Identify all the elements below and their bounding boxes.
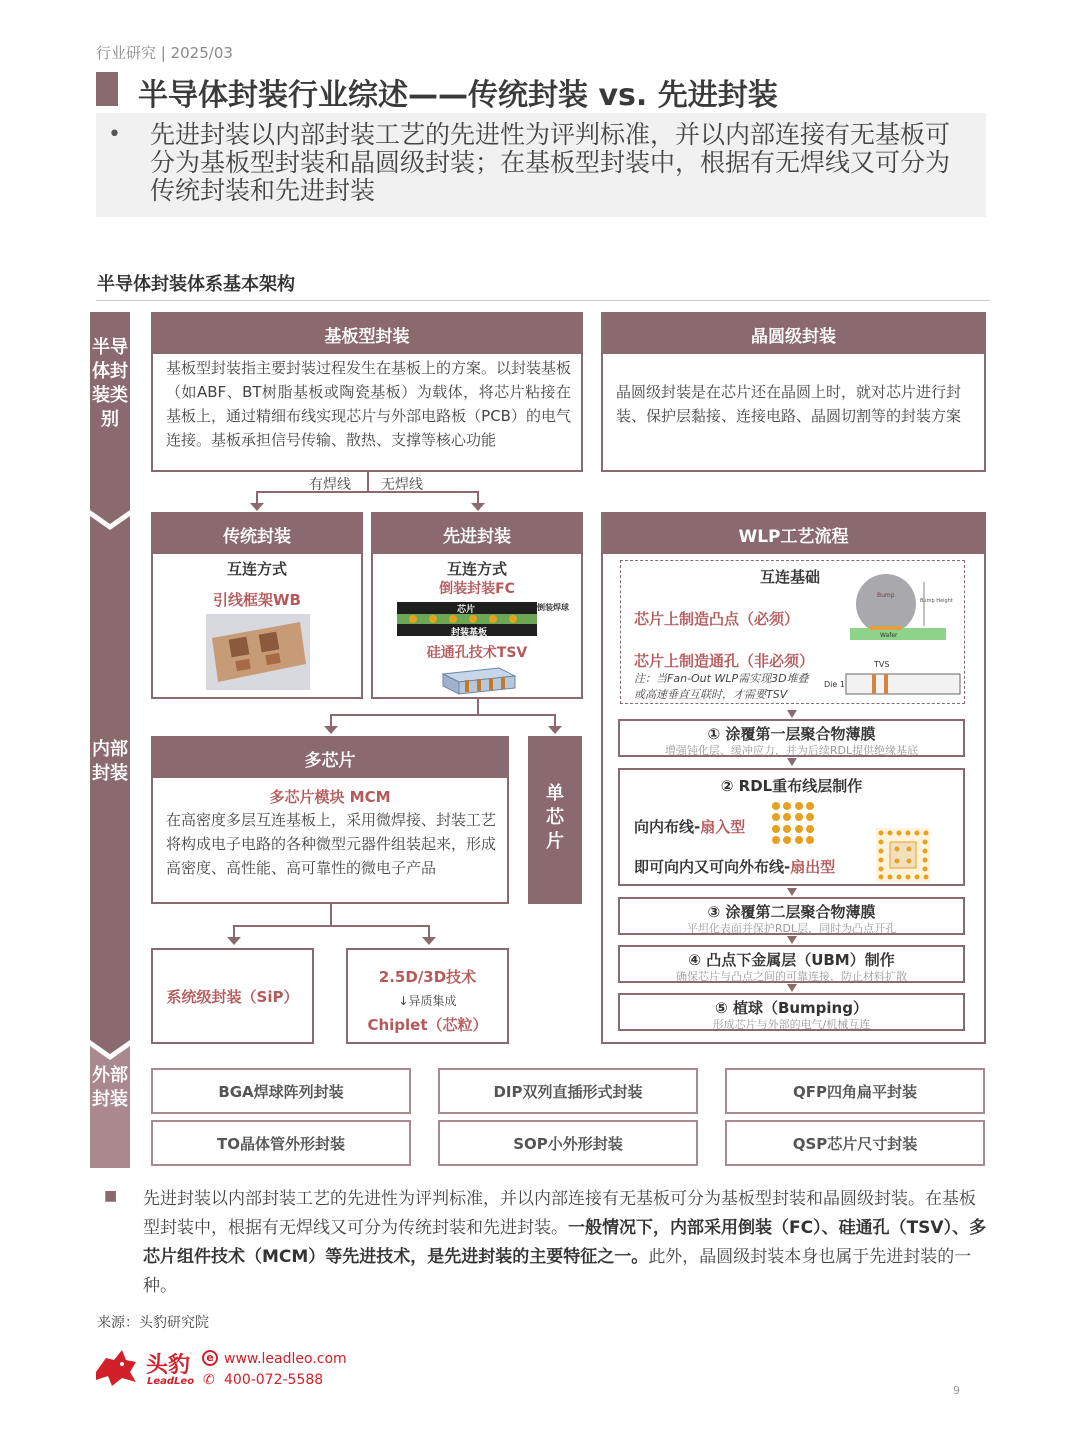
advanced-interconnect: 互连方式	[446, 560, 507, 578]
tsv-wafer-diagram	[844, 668, 962, 696]
wafer-box	[601, 312, 986, 472]
traditional-box	[151, 512, 363, 699]
multichip-title: 多芯片	[153, 738, 507, 778]
die-label: Die 1	[824, 680, 845, 689]
step-2-title: ② RDL重布线层制作	[720, 777, 863, 795]
bump-height-label: Bump Height	[920, 598, 953, 604]
chiplet-line3: Chiplet（芯粒）	[367, 1016, 488, 1034]
sip-stem	[330, 904, 332, 926]
multichip-box	[151, 736, 509, 904]
wlp-note1: 注：当Fan-Out WLP需实现3D堆叠	[634, 672, 809, 685]
step-1-title: ① 涂覆第一层聚合物薄膜	[707, 725, 876, 743]
brand-en: LeadLeo	[147, 1376, 195, 1387]
substrate-desc: 基板型封装指主要封装过程发生在基板上的方案。以封装基板（如ABF、BT树脂基板或陶瓷基板）为载体，将芯片粘接在基板上，通过精细布线实现芯片与外部电路板（PCB）的电气连接。基板承担信号传输、散热、支撑等核心功能	[166, 359, 572, 449]
ext-sop: SOP小外形封装	[438, 1120, 698, 1166]
ext-bga: BGA焊球阵列封装	[151, 1068, 411, 1114]
label-category: 半导体封装类别	[92, 337, 128, 430]
conclusion-part2: 一般情况下，内部采用倒装（FC）、硅通孔（TSV）、多芯片组件技术（MCM）等先进技术，是先进封装的主要特征之一。	[143, 1218, 987, 1267]
step-5-sub: 形成芯片与外部的电气/机械互连	[712, 1018, 871, 1031]
fanin-label	[634, 816, 745, 837]
label-external: 外部封装	[92, 1065, 128, 1110]
advanced-method-fc: 倒装封装FC	[439, 581, 515, 597]
report-tag: 行业研究 | 2025/03	[96, 44, 233, 62]
web-icon: e	[202, 1350, 218, 1366]
sip-line	[233, 925, 430, 927]
fc-substrate-label: 封装基板	[451, 628, 488, 638]
wafer-title: 晶圆级封装	[603, 314, 984, 354]
wlp-bump-req: 芯片上制造凸点（必须）	[634, 610, 800, 628]
source: 来源：头豹研究院	[97, 1315, 209, 1331]
ext-qfp: QFP四角扁平封装	[725, 1068, 985, 1114]
page-title: 半导体封装行业综述——传统封装 vs. 先进封装	[138, 78, 778, 113]
section-divider	[96, 300, 990, 301]
conclusion-part3: 此外，晶圆级封装本身也属于先进封装的一种。	[143, 1247, 972, 1296]
page-number: 9	[953, 1384, 960, 1397]
conclusion-text	[143, 1185, 988, 1301]
substrate-box	[151, 312, 583, 472]
fanout-label	[634, 856, 835, 877]
step-4-sub: 确保芯片与凸点之间的可靠连接，防止材料扩散	[676, 970, 907, 983]
ext-to: TO晶体管外形封装	[151, 1120, 411, 1166]
label-internal: 内部封装	[92, 739, 128, 784]
summary-bullet: •	[108, 122, 121, 147]
multichip-subtitle: 多芯片模块 MCM	[269, 788, 391, 806]
title-marker	[96, 72, 118, 106]
label-no-wire: 无焊线	[381, 477, 423, 493]
wlp-step-5	[618, 993, 965, 1031]
brand-name: 头豹	[146, 1353, 191, 1378]
ext-dip: DIP双列直插形式封装	[438, 1068, 698, 1114]
multichip-desc: 在高密度多层互连基板上，采用微焊接、封装工艺将构成电子电路的各种微型元器件组装起来，形成高密度、高性能、高可靠性的微电子产品	[166, 811, 497, 877]
substrate-title: 基板型封装	[153, 314, 581, 354]
wafer-label: Wafer	[880, 632, 898, 639]
sip-label: 系统级封装（SiP）	[166, 987, 299, 1006]
advanced-title: 先进封装	[373, 514, 581, 554]
bump-label: Bump	[877, 592, 895, 599]
advanced-method-tsv: 硅通孔技术TSV	[426, 645, 528, 661]
fanin-b: 扇入型	[700, 818, 746, 836]
conclusion-part1: 先进封装以内部封装工艺的先进性为评判标准，并以内部连接有无基板可分为基板型封装和晶圆级封装。在基板型封装中，根据有无焊线又可分为传统封装和先进封装。	[143, 1189, 976, 1238]
mc-line	[330, 714, 556, 716]
wlp-note2: 或高速垂直互联时，才需要TSV	[634, 688, 788, 701]
sip-arrowheads	[227, 937, 437, 947]
branch-line	[256, 491, 479, 493]
step-1-sub: 增强钝化层、缓冲应力，并为后续RDL提供绝缘基底	[664, 744, 919, 757]
tvs-label: TVS	[874, 660, 890, 669]
conclusion-bullet: ■	[104, 1188, 118, 1204]
leadframe-image	[206, 614, 310, 690]
mc-stem	[477, 699, 479, 715]
fc-solder-label: 倒装焊球	[537, 603, 569, 612]
fanin-a: 向内布线-	[634, 818, 701, 836]
step-3-sub: 平坦化表面并保护RDL层，同时为凸点开孔	[686, 922, 897, 935]
traditional-method: 引线框架WB	[213, 591, 301, 609]
summary-text: 先进封装以内部封装工艺的先进性为评判标准，并以内部连接有无基板可分为基板型封装和晶圆级封装；在基板型封装中，根据有无焊线又可分为传统封装和先进封装	[150, 120, 951, 205]
tsv-diagram	[439, 664, 519, 696]
footer-web[interactable]: www.leadleo.com	[224, 1351, 347, 1367]
section-title: 半导体封装体系基本架构	[97, 274, 295, 295]
chiplet-line2: ↓异质集成	[398, 994, 457, 1008]
step-4-title: ④ 凸点下金属层（UBM）制作	[688, 951, 895, 969]
advanced-box	[371, 512, 583, 699]
wlp-step-arrows	[786, 704, 798, 994]
mc-arrowheads	[324, 726, 564, 736]
chiplet-box	[346, 948, 509, 1044]
step-3-title: ③ 涂覆第二层聚合物薄膜	[707, 903, 876, 921]
wlp-basis: 互连基础	[760, 568, 821, 586]
leadleo-logo-icon	[92, 1346, 140, 1388]
fanout-pattern	[876, 828, 930, 882]
single-chip-label: 单芯片	[546, 783, 564, 852]
bump-diagram	[846, 574, 954, 644]
phone-icon: ✆	[203, 1372, 215, 1388]
wlp-title: WLP工艺流程	[603, 514, 984, 554]
traditional-title: 传统封装	[153, 514, 361, 554]
wafer-desc: 晶圆级封装是在芯片还在晶圆上时，就对芯片进行封装、保护层黏接、连接电路、晶圆切割等的封装方案	[616, 383, 962, 425]
fanout-b: 扇出型	[790, 858, 836, 876]
step-5-title: ⑤ 植球（Bumping）	[715, 999, 868, 1017]
fc-chip-label: 芯片	[457, 605, 476, 615]
chiplet-line1: 2.5D/3D技术	[378, 968, 477, 986]
wlp-via-req: 芯片上制造通孔（非必须）	[634, 652, 815, 670]
fanout-a: 即可向内又可向外布线-	[634, 858, 791, 876]
footer-phone: 400-072-5588	[224, 1372, 324, 1388]
branch-stem	[367, 472, 369, 492]
label-with-wire: 有焊线	[309, 477, 351, 493]
sip-box	[151, 948, 314, 1044]
ext-qsp: QSP芯片尺寸封装	[725, 1120, 985, 1166]
traditional-interconnect: 互连方式	[226, 560, 287, 578]
